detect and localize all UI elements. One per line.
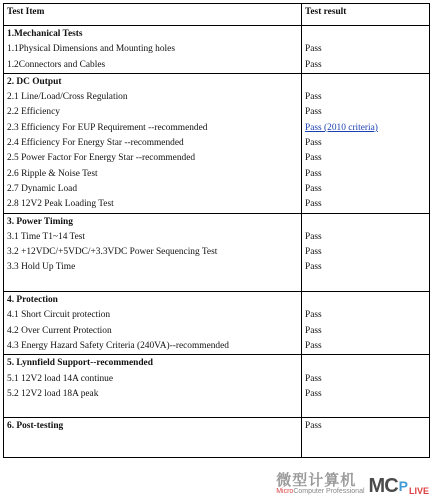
test-item: 2.5 Power Factor For Energy Star --recommended [7,153,196,164]
test-result: Pass [305,262,322,273]
section-row [4,73,430,213]
eup-criteria-link[interactable]: Pass (2010 criteria) [305,122,378,133]
test-result: Pass [305,373,322,384]
test-result: Pass [305,388,322,399]
mcplive-logo-icon: MC P LIVE [368,475,429,497]
section-results [302,355,430,418]
test-result: Pass [305,168,322,179]
test-item: 3.3 Hold Up Time [7,262,76,273]
section-results [302,73,430,213]
test-result: Pass [305,231,322,242]
section-row [4,418,430,458]
test-item: 2.2 Efficiency [7,107,60,118]
test-item: 2.8 12V2 Peak Loading Test [7,199,114,210]
section-title: 4. Protection [7,295,58,306]
test-item: 3.1 Time T1~14 Test [7,231,86,242]
test-item: 2.1 Line/Load/Cross Regulation [7,92,128,103]
watermark-en: MicroComputer Professional [276,488,365,495]
test-item: 3.2 +12VDC/+5VDC/+3.3VDC Power Sequencing Test [7,247,218,258]
section-items [4,292,302,355]
watermark-text [276,472,364,496]
section-results [302,213,430,291]
test-item: 4.2 Over Current Protection [7,325,112,336]
section-title: 3. Power Timing [7,216,73,227]
test-result: Pass [305,247,322,258]
test-item: 2.7 Dynamic Load [7,183,78,194]
test-item: 4.3 Energy Hazard Safety Criteria (240VA)--recommended [7,340,229,351]
test-result: Pass [305,310,322,321]
section-title: 6. Post-testing [7,421,64,432]
section-row [4,355,430,418]
section-items [4,26,302,74]
test-result: Pass [305,325,322,336]
test-item: 1.2Connectors and Cables [7,59,106,70]
header-row [4,4,430,26]
test-item: 4.1 Short Circuit protection [7,310,111,321]
section-row [4,213,430,291]
header-test-item: Test Item [4,4,302,26]
test-result: Pass [305,59,322,70]
section-title: 2. DC Output [7,76,62,87]
test-result: Pass [305,340,322,351]
section-items [4,213,302,291]
test-item: 5.1 12V2 load 14A continue [7,373,113,384]
header-test-result: Test result [302,4,430,26]
watermark [276,472,429,496]
section-row [4,292,430,355]
test-item: 5.2 12V2 load 18A peak [7,388,99,399]
section-items [4,355,302,418]
test-item: 2.6 Ripple & Noise Test [7,168,98,179]
test-result: Pass [305,153,322,164]
section-title: 1.Mechanical Tests [7,29,83,39]
section-row [4,26,430,74]
section-results [302,26,430,74]
test-result: Pass [305,44,322,55]
test-item: 2.3 Efficiency For EUP Requirement --recommended [7,122,208,133]
test-item: 2.4 Efficiency For Energy Star --recommended [7,138,184,149]
test-results-table [3,3,430,458]
section-results [302,418,430,458]
section-title: 5. Lynnfield Support--recommended [7,358,153,369]
test-result: Pass [305,421,322,432]
test-result: Pass [305,199,322,210]
watermark-cn: 微型计算机 [276,471,357,489]
section-results [302,292,430,355]
test-result: Pass [305,138,322,149]
test-result: Pass [305,183,322,194]
test-result: Pass [305,107,322,118]
test-result: Pass [305,92,322,103]
section-items [4,418,302,458]
section-items [4,73,302,213]
test-item: 1.1Physical Dimensions and Mounting holes [7,44,175,55]
